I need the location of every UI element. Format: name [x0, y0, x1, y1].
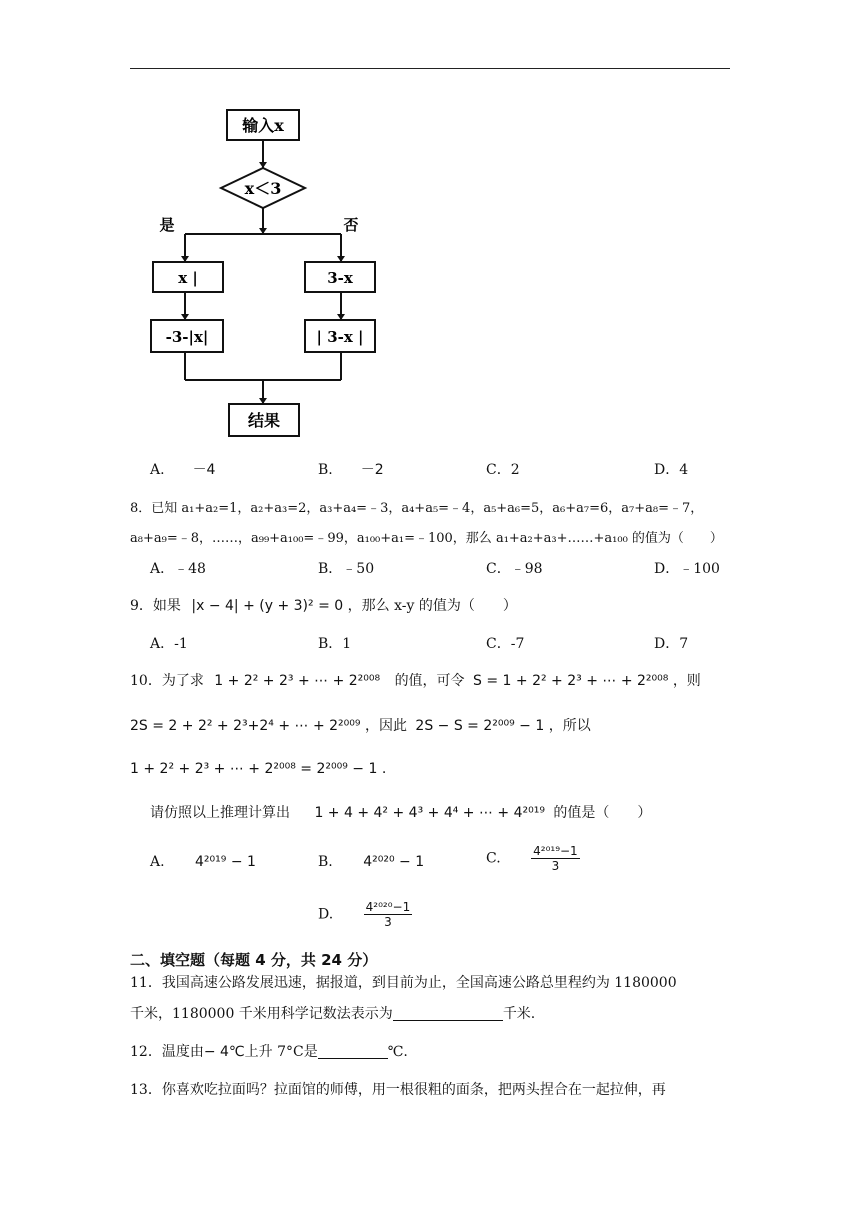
q10-expression-4: 2S − S = 2²⁰⁰⁹ − 1 [415, 718, 545, 734]
section-heading: 二、填空题（每题 4 分，共 24 分） [130, 951, 378, 969]
q10-expression-3: 2S = 2 + 2² + 2³+2⁴ + ⋯ + 2²⁰⁰⁹ [130, 718, 361, 734]
flow-input-label: 输入x [242, 116, 284, 135]
q8-option-d: D．﹣100 [654, 561, 720, 577]
q12-answer-blank[interactable] [318, 1044, 388, 1059]
q12-stem: 12．温度由− 4℃上升 7°C是 ℃. [130, 1044, 408, 1060]
q10-option-d-fraction: $\frac{\text{4²⁰²⁰−1}}{3}$ [365, 900, 411, 929]
q8-option-c: C．﹣98 [486, 561, 543, 577]
q9-option-a: A．-1 [150, 636, 188, 652]
flow-left2-label: -3-|x| [165, 328, 209, 346]
q7-option-a: A. －4 [150, 462, 216, 478]
q11-answer-blank[interactable] [393, 1006, 503, 1021]
q10-line-3: 1 + 2² + 2³ + ⋯ + 2²⁰⁰⁸ = 2²⁰⁰⁹ − 1 . [130, 761, 387, 777]
flow-right2-label: | 3-x | [316, 328, 364, 346]
q10-option-c-fraction: $\frac{\text{4²⁰¹⁹−1}}{3}$ [533, 844, 578, 873]
q9-option-b: B．1 [318, 636, 352, 652]
q10-option-d: D. $\frac{\text{4²⁰²⁰−1}}{3}$ [318, 900, 411, 929]
q10-ask-expression: 1 + 4 + 4² + 4³ + 4⁴ + ⋯ + 4²⁰¹⁹ [314, 805, 545, 821]
q11-line-2: 千米，1180000 千米用科学记数法表示为 千米. [130, 1006, 536, 1022]
q10-expression-2: S = 1 + 2² + 2³ + ⋯ + 2²⁰⁰⁸ [473, 673, 669, 689]
q10-line-1: 10．为了求 1 + 2² + 2³ + ⋯ + 2²⁰⁰⁸ 的值，可令 S = 1 + 2² + 2³ + ⋯ + 2²⁰⁰⁸ ，则 [130, 673, 701, 689]
q10-expression-1: 1 + 2² + 2³ + ⋯ + 2²⁰⁰⁸ [214, 673, 381, 689]
q10-option-b: B. 4²⁰²⁰ − 1 [318, 854, 425, 870]
q7-option-c: C．2 [486, 462, 520, 478]
flow-right1-label: 3-x [327, 269, 353, 287]
q7-option-b: B. －2 [318, 462, 384, 478]
flow-no-label: 否 [343, 216, 359, 234]
q11-line-1: 11．我国高速公路发展迅速，据报道，到目前为止，全国高速公路总里程约为 1180000 [130, 975, 677, 991]
q8-line-2: a₈+a₉=﹣8，……，a₉₉+a₁₀₀=﹣99，a₁₀₀+a₁=﹣100，那么 a₁+a₂+a₃+……+a₁₀₀ 的值为（ ） [130, 531, 723, 546]
q10-expression-5: 1 + 2² + 2³ + ⋯ + 2²⁰⁰⁸ = 2²⁰⁰⁹ − 1 [130, 761, 378, 777]
q7-option-d: D．4 [654, 462, 689, 478]
q8-line-1: 8．已知 a₁+a₂=1，a₂+a₃=2，a₃+a₄=﹣3，a₄+a₅=﹣4，a₅+a₆=5，a₆+a₇=6，a₇+a₈=﹣7， [130, 501, 704, 516]
flow-result-label: 结果 [247, 411, 281, 430]
flowchart [145, 100, 395, 445]
flow-left1-label: x | [178, 269, 198, 287]
flow-yes-label: 是 [159, 216, 175, 234]
q9-expression: |x − 4| + (y + 3)² = 0 [191, 598, 344, 614]
header-rule [130, 68, 730, 69]
q10-line-2: 2S = 2 + 2² + 2³+2⁴ + ⋯ + 2²⁰⁰⁹ ，因此 2S − S = 2²⁰⁰⁹ − 1 ，所以 [130, 718, 591, 734]
q8-option-b: B．﹣50 [318, 561, 375, 577]
q10-option-c: C. $\frac{\text{4²⁰¹⁹−1}}{3}$ [486, 844, 578, 873]
q10-ask: 请仿照以上推理计算出 1 + 4 + 4² + 4³ + 4⁴ + ⋯ + 4²⁰¹⁹ 的值是（ ） [150, 805, 652, 821]
flow-condition-label: x＜3 [244, 179, 282, 198]
q8-option-a: A．﹣48 [150, 561, 206, 577]
q13-line-1: 13．你喜欢吃拉面吗？拉面馆的师傅，用一根很粗的面条，把两头捏合在一起拉伸，再 [130, 1082, 666, 1098]
q9-option-c: C．-7 [486, 636, 525, 652]
q9-stem: 9．如果 |x − 4| + (y + 3)² = 0 ，那么 x-y 的值为（ ） [130, 598, 517, 614]
q9-option-d: D．7 [654, 636, 689, 652]
q10-option-a: A. 4²⁰¹⁹ − 1 [150, 854, 256, 870]
